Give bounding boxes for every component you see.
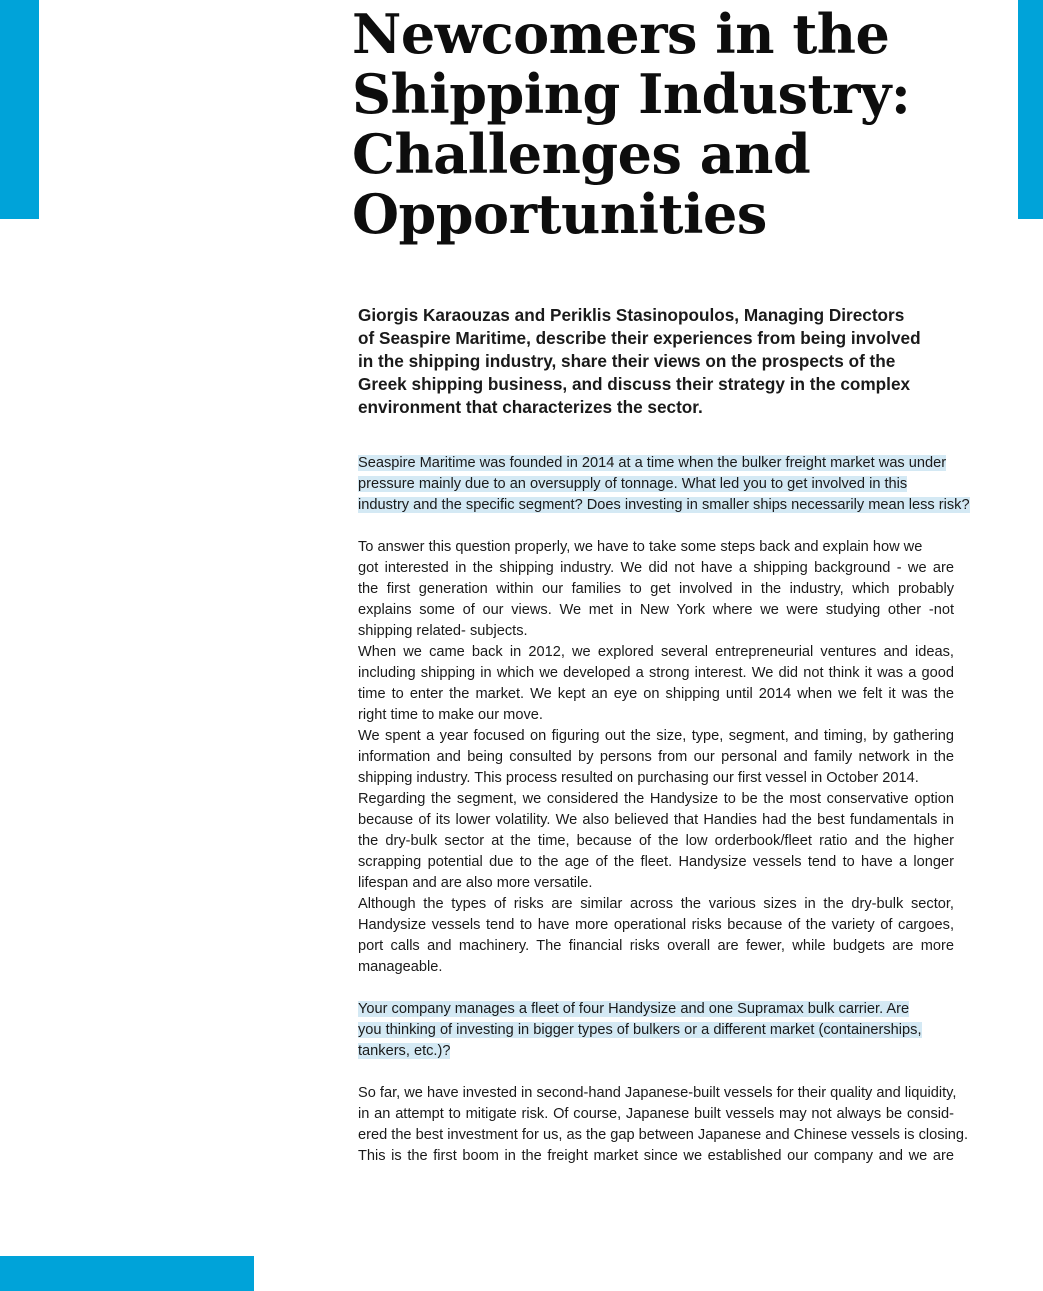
highlighted-text: Your company manages a fleet of four Handysize and one Supramax bulk carrier. Are	[358, 1001, 910, 1017]
answer-line: port calls and machinery. The financial risks overall are fewer, while budgets are more	[358, 938, 954, 954]
lead-line: environment that characterizes the sector.	[358, 397, 703, 417]
answer-line: scrapping potential due to the age of the fleet. Handysize vessels tend to have a longer	[358, 854, 954, 870]
lead-line: Giorgis Karaouzas and Periklis Stasinopoulos, Managing Directors	[358, 305, 905, 325]
answer-line: manageable.	[358, 959, 443, 975]
accent-bar-bottom	[0, 1256, 254, 1291]
question-line	[358, 1020, 954, 1041]
highlighted-text: industry and the specific segment? Does investing in smaller ships necessarily mean less risk?	[358, 497, 970, 513]
answer-line: time to enter the market. We kept an eye on shipping until 2014 when we felt it was the	[358, 686, 954, 702]
article-lead	[358, 304, 948, 419]
answer-line: right time to make our move.	[358, 707, 543, 723]
title-line: Opportunities	[352, 182, 767, 246]
question-line	[358, 474, 954, 495]
highlighted-text: pressure mainly due to an oversupply of tonnage. What led you to get involved in this	[358, 476, 908, 492]
question-line	[358, 999, 954, 1020]
answer-line: information and being consulted by persons from our personal and family network in the	[358, 749, 954, 765]
answer-line: in an attempt to mitigate risk. Of course, Japanese built vessels may not always be consid-	[358, 1106, 954, 1122]
article-title	[352, 4, 1012, 244]
answer-line: Although the types of risks are similar across the various sizes in the dry-bulk sector,	[358, 896, 954, 912]
answer-line: including shipping in which we developed a strong interest. We did not think it was a good	[358, 665, 954, 681]
title-line: Challenges and	[352, 122, 811, 186]
answer-line: Regarding the segment, we considered the Handysize to be the most conservative option	[358, 791, 954, 807]
highlighted-text: you thinking of investing in bigger types of bulkers or a different market (containerships,	[358, 1022, 922, 1038]
interview-question-1	[358, 453, 970, 516]
answer-line: We spent a year focused on figuring out the size, type, segment, and timing, by gathering	[358, 728, 954, 744]
title-line: Shipping Industry:	[352, 62, 911, 126]
answer-line: So far, we have invested in second-hand Japanese-built vessels for their quality and liquidity,	[358, 1085, 957, 1101]
answer-line: the dry-bulk sector at the time, because of the low orderbook/fleet ratio and the higher	[358, 833, 954, 849]
accent-bar-left	[0, 0, 39, 219]
interview-answer-1	[358, 537, 954, 978]
title-line: Newcomers in the	[352, 2, 890, 66]
accent-bar-right	[1018, 0, 1043, 219]
answer-line: To answer this question properly, we have to take some steps back and explain how we	[358, 539, 923, 555]
answer-line: shipping related- subjects.	[358, 623, 528, 639]
interview-answer-2	[358, 1083, 969, 1167]
answer-line: the first generation within our families to get involved in the industry, which probably	[358, 581, 954, 597]
question-line	[358, 453, 954, 474]
answer-line: This is the first boom in the freight market since we established our company and we are	[358, 1148, 954, 1164]
answer-line: explains some of our views. We met in New York where we were studying other -not	[358, 602, 954, 618]
interview-question-2	[358, 999, 954, 1062]
lead-line: in the shipping industry, share their views on the prospects of the	[358, 351, 896, 371]
question-line	[358, 495, 970, 516]
answer-line: lifespan and are also more versatile.	[358, 875, 593, 891]
highlighted-text: tankers, etc.)?	[358, 1043, 451, 1059]
answer-line: shipping industry. This process resulted on purchasing our first vessel in October 2014.	[358, 770, 919, 786]
answer-line: Handysize vessels tend to have more operational risks because of the variety of cargoes,	[358, 917, 954, 933]
answer-line: got interested in the shipping industry. We did not have a shipping background - we are	[358, 560, 954, 576]
answer-line: When we came back in 2012, we explored several entrepreneurial ventures and ideas,	[358, 644, 954, 660]
answer-line: ered the best investment for us, as the gap between Japanese and Chinese vessels is closing.	[358, 1127, 969, 1143]
highlighted-text: Seaspire Maritime was founded in 2014 at a time when the bulker freight market was under	[358, 455, 947, 471]
answer-line: because of its lower volatility. We also believed that Handies had the best fundamentals in	[358, 812, 954, 828]
lead-line: of Seaspire Maritime, describe their experiences from being involved	[358, 328, 921, 348]
question-line	[358, 1041, 954, 1062]
lead-line: Greek shipping business, and discuss their strategy in the complex	[358, 374, 911, 394]
